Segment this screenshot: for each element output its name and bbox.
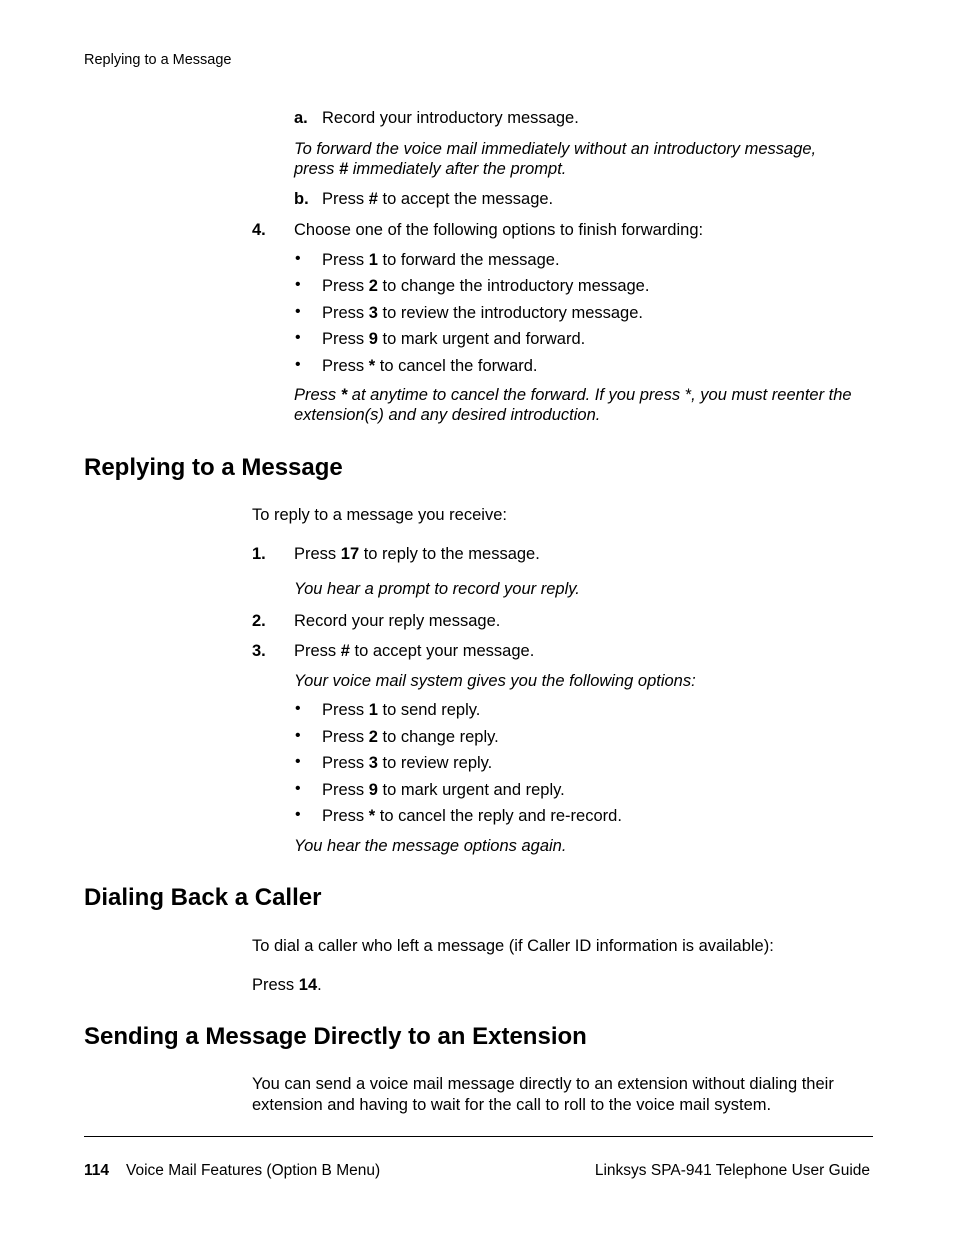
- reply-step-2-marker: 2.: [252, 612, 266, 630]
- reply-step-3-note: Your voice mail system gives you the following options:: [294, 672, 696, 690]
- forward-option: Press 2 to change the introductory message.: [322, 277, 650, 295]
- bullet-icon: •: [295, 329, 301, 346]
- reply-intro: To reply to a message you receive:: [252, 506, 507, 524]
- footer-chapter: Voice Mail Features (Option B Menu): [126, 1162, 381, 1179]
- reply-option: Press * to cancel the reply and re-record.: [322, 807, 622, 825]
- forward-option: Press 3 to review the introductory message.: [322, 304, 643, 322]
- reply-step-2-text: Record your reply message.: [294, 612, 501, 630]
- send-paragraph-line-1: You can send a voice mail message directly to an extension without dialing their: [252, 1075, 834, 1093]
- step-4-text: Choose one of the following options to finish forwarding:: [294, 221, 704, 239]
- bullet-icon: •: [295, 727, 301, 744]
- reply-option: Press 9 to mark urgent and reply.: [322, 781, 565, 799]
- forward-option: Press * to cancel the forward.: [322, 357, 538, 375]
- section-heading-replying: Replying to a Message: [84, 454, 343, 481]
- forward-note-line-2: press # immediately after the prompt.: [294, 160, 567, 178]
- reply-step-1-text: Press 17 to reply to the message.: [294, 545, 540, 563]
- cancel-note-line-1: Press * at anytime to cancel the forward. If you press *, you must reenter the: [294, 386, 852, 404]
- dial-instruction: Press 14.: [252, 976, 322, 994]
- cancel-note-line-2: extension(s) and any desired introduction.: [294, 406, 601, 424]
- reply-closing-note: You hear the message options again.: [294, 837, 567, 855]
- bullet-icon: •: [295, 303, 301, 320]
- reply-step-1-marker: 1.: [252, 545, 266, 563]
- bullet-icon: •: [295, 806, 301, 823]
- reply-option: Press 2 to change reply.: [322, 728, 499, 746]
- running-header: Replying to a Message: [84, 52, 232, 68]
- forward-note-line-1: To forward the voice mail immediately without an introductory message,: [294, 140, 817, 158]
- step-b-marker: b.: [294, 190, 309, 208]
- step-4-marker: 4.: [252, 221, 266, 239]
- reply-option: Press 1 to send reply.: [322, 701, 481, 719]
- footer-guide-title: Linksys SPA-941 Telephone User Guide: [594, 1162, 870, 1179]
- bullet-icon: •: [295, 780, 301, 797]
- bullet-icon: •: [295, 356, 301, 373]
- bullet-icon: •: [295, 276, 301, 293]
- dial-intro: To dial a caller who left a message (if Caller ID information is available):: [252, 937, 774, 955]
- page-number: 114: [84, 1162, 110, 1179]
- bullet-icon: •: [295, 250, 301, 267]
- forward-option: Press 9 to mark urgent and forward.: [322, 330, 586, 348]
- footer-divider: [84, 1136, 873, 1137]
- section-heading-sending: Sending a Message Directly to an Extension: [84, 1023, 587, 1050]
- reply-step-1-note: You hear a prompt to record your reply.: [294, 580, 580, 598]
- section-heading-dialing: Dialing Back a Caller: [84, 884, 322, 911]
- reply-option: Press 3 to review reply.: [322, 754, 493, 772]
- forward-option: Press 1 to forward the message.: [322, 251, 560, 269]
- bullet-icon: •: [295, 753, 301, 770]
- step-b-text: Press # to accept the message.: [322, 190, 554, 208]
- bullet-icon: •: [295, 700, 301, 717]
- reply-step-3-text: Press # to accept your message.: [294, 642, 535, 660]
- step-a-text: Record your introductory message.: [322, 109, 579, 127]
- reply-step-3-marker: 3.: [252, 642, 266, 660]
- send-paragraph-line-2: extension and having to wait for the call to roll to the voice mail system.: [252, 1096, 772, 1114]
- step-a-marker: a.: [294, 109, 308, 127]
